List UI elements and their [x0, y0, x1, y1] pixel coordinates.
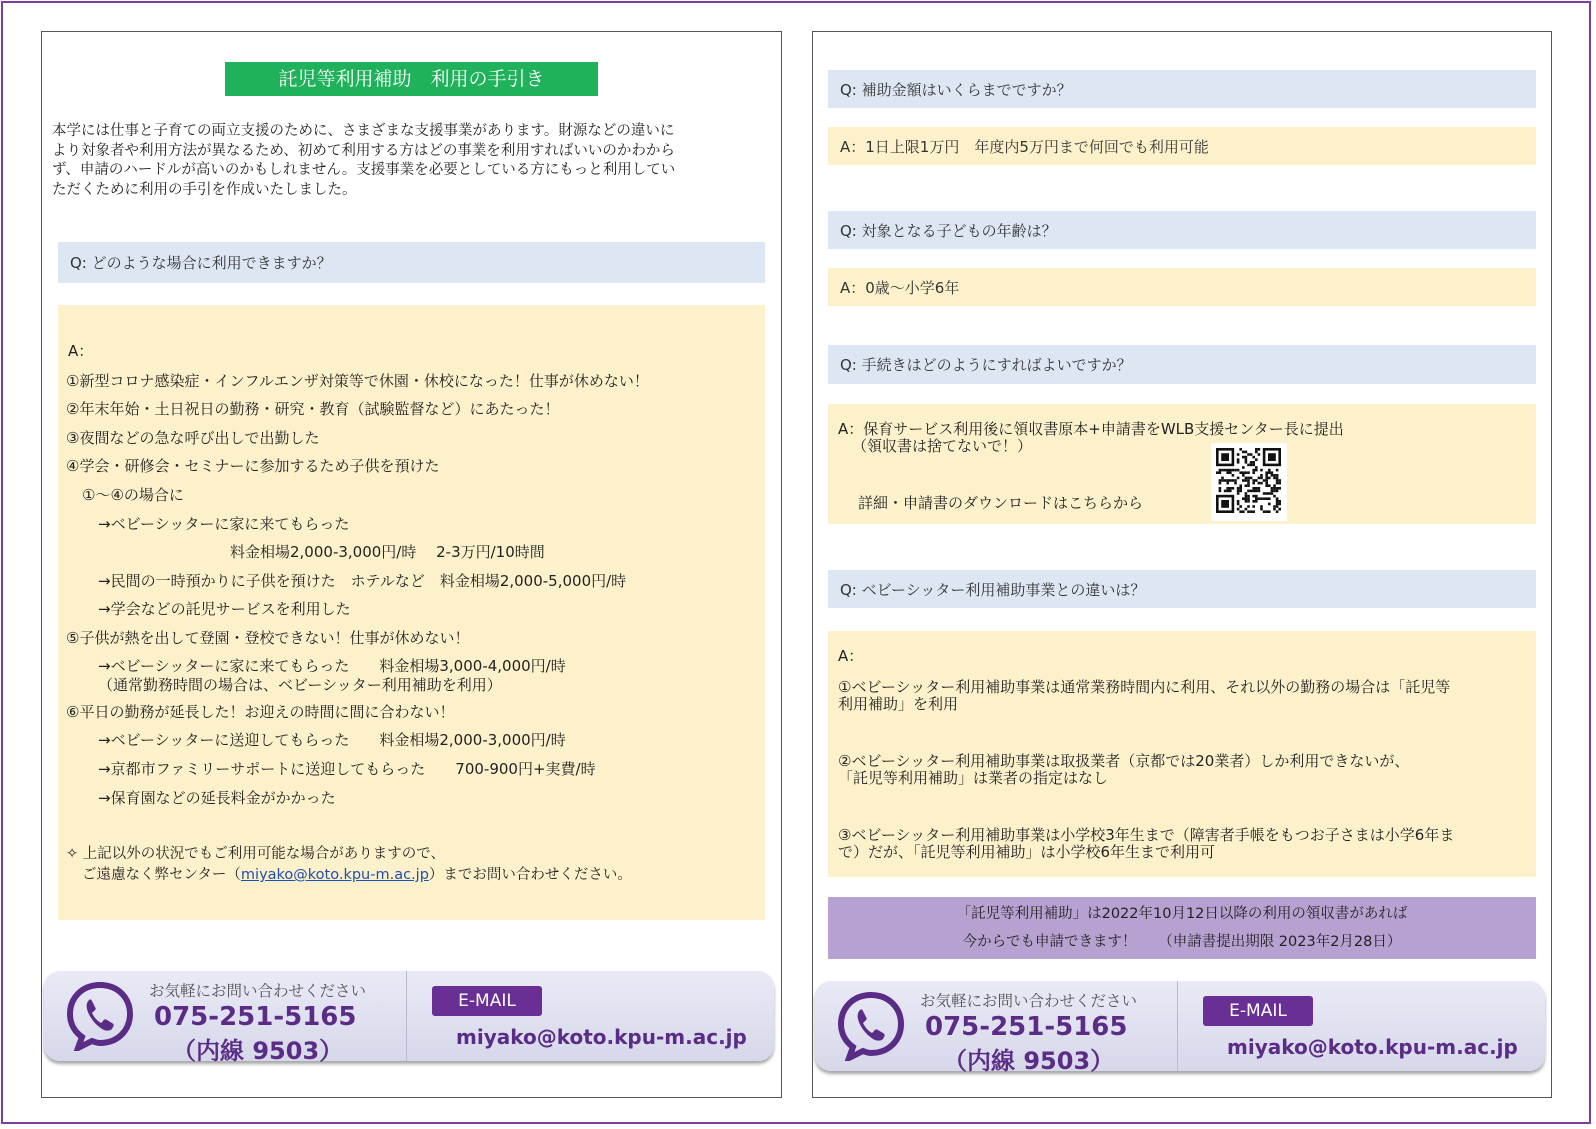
contact-banner [815, 981, 1545, 1075]
answer-line: →ベビーシッターに家に来てもらった 料金相場3,000-4,000円/時 [98, 657, 566, 675]
extension-number: （内線 9503） [943, 1047, 1115, 1075]
answer-amount: A：1日上限1万円 年度内5万円まで何回でも利用可能 [828, 127, 1536, 165]
contact-lead: お気軽にお問い合わせください [149, 982, 367, 1000]
contact-note-line [82, 866, 632, 884]
phone-number: 075-251-5165 [925, 1012, 1128, 1042]
contact-note-prefix: ご遠慮なく弊センター（ [82, 867, 241, 883]
answer-head: A： [68, 342, 94, 360]
intro-line: より対象者や利用方法が異なるため、初めて利用する方はどの事業を利用すればいいのかわから [52, 142, 675, 159]
answer-line: →学会などの託児サービスを利用した [98, 600, 351, 618]
contact-lead: お気軽にお問い合わせください [920, 992, 1138, 1010]
email-address[interactable]: miyako@koto.kpu-m.ac.jp [456, 1025, 747, 1049]
answer-line: →ベビーシッターに送迎してもらった 料金相場2,000-3,000円/時 [98, 731, 566, 749]
email-label: E-MAIL [1203, 996, 1313, 1026]
intro-line: ただくために利用の手引を作成いたしました。 [52, 181, 357, 198]
difference-line: ②ベビーシッター利用補助事業は取扱業者（京都では20業者）しか利用できないが、 [838, 752, 1410, 770]
contact-note: ✧ 上記以外の状況でもご利用可能な場合がありますので、 [66, 846, 445, 862]
answer-line: ④学会・研修会・セミナーに参加するため子供を預けた [66, 457, 440, 475]
answer-line: →京都市ファミリーサポートに送迎してもらった 700-900円+実費/時 [98, 760, 596, 778]
answer-line: ②年末年始・土日祝日の勤務・研究・教育（試験監督など）にあたった！ [66, 400, 560, 418]
phone-icon [837, 991, 905, 1061]
answer-line: →民間の一時預かりに子供を預けた ホテルなど 料金相場2,000-5,000円/時 [98, 572, 627, 590]
banner-divider [1177, 981, 1178, 1071]
question-difference: Q: ベビーシッター利用補助事業との違いは？ [828, 570, 1536, 608]
answer-line: ①新型コロナ感染症・インフルエンザ対策等で休園・休校になった！仕事が休めない！ [66, 372, 649, 390]
answer-head: A： [838, 647, 864, 665]
answer-line: 料金相場2,000-3,000円/時 2-3万円/10時間 [230, 543, 545, 561]
question-usage: Q: どのような場合に利用できますか？ [58, 242, 765, 283]
phone-icon [66, 981, 134, 1051]
email-address[interactable]: miyako@koto.kpu-m.ac.jp [1227, 1035, 1518, 1059]
difference-line: ①ベビーシッター利用補助事業は通常業務時間内に利用、それ以外の勤務の場合は「託児等 [838, 678, 1451, 696]
contact-banner [44, 971, 774, 1065]
answer-line: ①～④の場合に [82, 486, 184, 504]
application-notice [828, 897, 1536, 959]
qr-code-icon[interactable] [1211, 443, 1287, 521]
contact-note-suffix: ）までお問い合わせください。 [428, 867, 632, 883]
phone-number: 075-251-5165 [154, 1002, 357, 1032]
answer-line: （通常勤務時間の場合は、ベビーシッター利用補助を利用） [98, 676, 502, 694]
extension-number: （内線 9503） [172, 1037, 344, 1065]
download-text[interactable]: 詳細・申請書のダウンロードはこちらから [858, 494, 1144, 512]
answer-line: →ベビーシッターに家に来てもらった [98, 515, 350, 533]
difference-line: 「託児等利用補助」は業者の指定はなし [838, 769, 1109, 787]
page-title: 託児等利用補助 利用の手引き [225, 62, 598, 96]
question-amount: Q: 補助金額はいくらまでですか？ [828, 70, 1536, 108]
qr-code-graphic [1211, 443, 1287, 521]
notice-line: 「託児等利用補助」は2022年10月12日以降の利用の領収書があれば [956, 906, 1408, 922]
email-link[interactable]: miyako@koto.kpu-m.ac.jp [240, 867, 429, 883]
intro-line: ず、申請のハードルが高いのかもしれません。支援事業を必要としている方にもっと利用してい [52, 162, 676, 178]
difference-line: ③ベビーシッター利用補助事業は小学校3年生まで（障害者手帳をもつお子さまは小学6年ま [838, 826, 1455, 844]
banner-divider [406, 971, 407, 1061]
answer-procedure-line: （領収書は捨てないで！） [852, 437, 1033, 455]
answer-line: ⑤子供が熱を出して登園・登校できない！仕事が休めない！ [66, 629, 470, 647]
answer-line: →保育園などの延長料金がかかった [98, 789, 336, 807]
difference-line: 利用補助」を利用 [838, 695, 959, 713]
question-age: Q: 対象となる子どもの年齢は？ [828, 211, 1536, 249]
answer-line: ⑥平日の勤務が延長した！お迎えの時間に間に合わない！ [66, 703, 455, 721]
intro-text [52, 122, 762, 200]
answer-age: A：0歳～小学6年 [828, 268, 1536, 306]
difference-line: で）だが、「託児等利用補助」は小学校6年生まで利用可 [838, 843, 1216, 861]
intro-line: 本学には仕事と子育ての両立支援のために、さまざまな支援事業があります。財源などの違いに [52, 123, 675, 139]
notice-line: 今からでも申請できます！ （申請書提出期限 2023年2月28日） [962, 934, 1402, 950]
answer-line: ③夜間などの急な呼び出しで出勤した [66, 429, 320, 447]
answer-procedure-line: A：保育サービス利用後に領収書原本+申請書をWLB支援センター長に提出 [838, 420, 1344, 438]
email-label: E-MAIL [432, 986, 542, 1016]
question-procedure: Q: 手続きはどのようにすればよいですか？ [828, 345, 1536, 384]
